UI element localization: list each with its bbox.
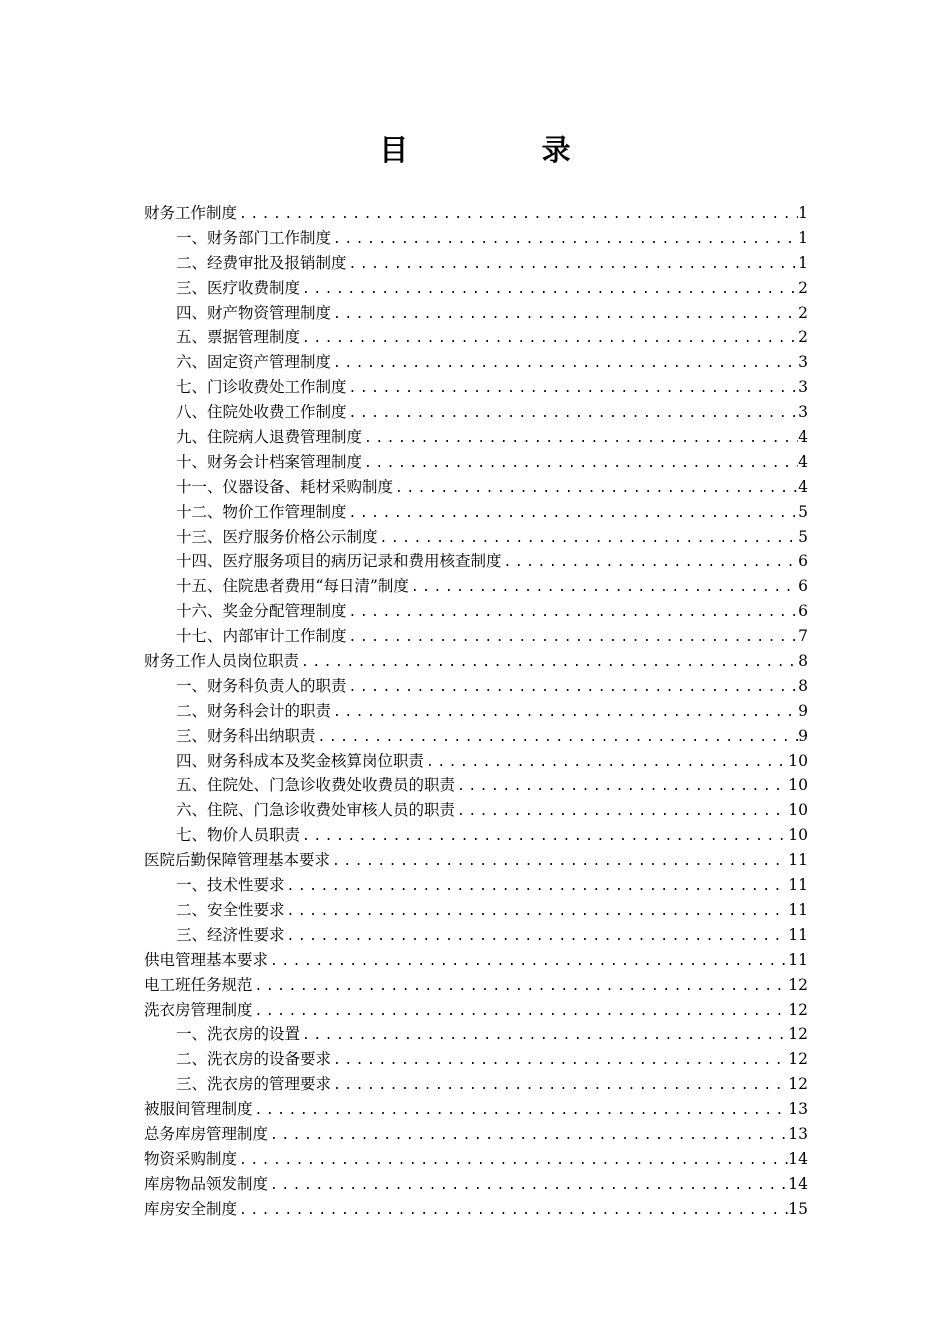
toc-subentry[interactable] bbox=[144, 724, 808, 749]
toc-subentry[interactable] bbox=[144, 375, 808, 400]
toc-page-number: 10 bbox=[788, 776, 808, 795]
toc-page-number: 1 bbox=[798, 253, 808, 272]
toc-subentry[interactable] bbox=[144, 674, 808, 699]
toc-page-number: 5 bbox=[798, 502, 808, 521]
toc-page-number: 6 bbox=[798, 577, 808, 596]
toc-entry[interactable] bbox=[144, 998, 808, 1023]
dot-leader bbox=[316, 726, 799, 749]
toc-entry[interactable] bbox=[144, 1122, 808, 1147]
dot-leader bbox=[378, 527, 799, 550]
toc-entry-label: 二、财务科会计的职责 bbox=[176, 701, 332, 720]
toc-entry-label: 二、经费审批及报销制度 bbox=[176, 253, 347, 272]
dot-leader bbox=[299, 651, 798, 674]
toc-entry[interactable] bbox=[144, 1197, 808, 1222]
toc-page-number: 11 bbox=[788, 925, 808, 944]
dot-leader bbox=[268, 1174, 788, 1197]
toc-subentry[interactable] bbox=[144, 226, 808, 251]
dot-leader bbox=[285, 925, 789, 948]
toc-subentry[interactable] bbox=[144, 425, 808, 450]
toc-subentry[interactable] bbox=[144, 773, 808, 798]
toc-subentry[interactable] bbox=[144, 350, 808, 375]
toc-subentry[interactable] bbox=[144, 923, 808, 948]
toc-entry-label: 十六、奖金分配管理制度 bbox=[176, 602, 347, 621]
toc-entry-label: 二、洗衣房的设备要求 bbox=[176, 1050, 332, 1069]
toc-entry-label: 财务工作制度 bbox=[144, 204, 238, 222]
toc-page-number: 10 bbox=[788, 801, 808, 820]
dot-leader bbox=[285, 875, 789, 898]
dot-leader bbox=[300, 327, 798, 350]
dot-leader bbox=[331, 1074, 788, 1097]
dot-leader bbox=[300, 1024, 788, 1047]
toc-entry-label: 被服间管理制度 bbox=[144, 1100, 253, 1119]
toc-entry-label: 十七、内部审计工作制度 bbox=[176, 627, 347, 646]
dot-leader bbox=[300, 825, 788, 848]
toc-entry[interactable] bbox=[144, 1147, 808, 1172]
toc-page-number: 1 bbox=[798, 204, 808, 222]
toc-page-number: 2 bbox=[798, 328, 808, 347]
toc-entry-label: 洗衣房管理制度 bbox=[144, 1000, 253, 1019]
toc-entry[interactable] bbox=[144, 649, 808, 674]
toc-entry[interactable] bbox=[144, 973, 808, 998]
toc-page-number: 2 bbox=[798, 303, 808, 322]
dot-leader bbox=[237, 1149, 788, 1172]
dot-leader bbox=[300, 278, 798, 301]
toc-entry-label: 十四、医疗服务项目的病历记录和费用核查制度 bbox=[176, 552, 502, 571]
dot-leader bbox=[347, 377, 799, 400]
toc-page-number: 8 bbox=[798, 652, 808, 671]
toc-subentry[interactable] bbox=[144, 599, 808, 624]
dot-leader bbox=[502, 551, 799, 574]
toc-subentry[interactable] bbox=[144, 500, 808, 525]
toc-page-number: 4 bbox=[798, 428, 808, 447]
toc-subentry[interactable] bbox=[144, 549, 808, 574]
toc-page-number: 14 bbox=[788, 1174, 808, 1193]
toc-page-number: 11 bbox=[788, 950, 808, 969]
toc-subentry[interactable] bbox=[144, 301, 808, 326]
toc-entry-label: 九、住院病人退费管理制度 bbox=[176, 428, 363, 447]
toc-entry-label: 六、住院、门急诊收费处审核人员的职责 bbox=[176, 801, 456, 820]
toc-entry-label: 二、安全性要求 bbox=[176, 900, 285, 919]
dot-leader bbox=[347, 402, 799, 425]
toc-entry-label: 十一、仪器设备、耗材采购制度 bbox=[176, 477, 394, 496]
dot-leader bbox=[362, 452, 798, 475]
toc-subentry[interactable] bbox=[144, 624, 808, 649]
toc-entry-label: 库房物品领发制度 bbox=[144, 1174, 269, 1193]
toc-subentry[interactable] bbox=[144, 450, 808, 475]
toc-entry-label: 五、票据管理制度 bbox=[176, 328, 301, 347]
toc-page-number: 1 bbox=[798, 228, 808, 247]
toc-entry-label: 财务工作人员岗位职责 bbox=[144, 652, 300, 671]
toc-entry[interactable] bbox=[144, 1097, 808, 1122]
toc-page-number: 12 bbox=[788, 975, 808, 994]
toc-subentry[interactable] bbox=[144, 325, 808, 350]
toc-entry-label: 四、财务科成本及奖金核算岗位职责 bbox=[176, 751, 425, 770]
toc-entry[interactable] bbox=[144, 848, 808, 873]
toc-page-number: 13 bbox=[788, 1100, 808, 1119]
toc-entry-label: 十三、医疗服务价格公示制度 bbox=[176, 527, 378, 546]
toc-entry-label: 一、财务部门工作制度 bbox=[176, 228, 332, 247]
toc-page-number: 5 bbox=[798, 527, 808, 546]
toc-page-number: 8 bbox=[798, 676, 808, 695]
toc-entry-label: 三、经济性要求 bbox=[176, 925, 285, 944]
toc-page-number: 14 bbox=[788, 1149, 808, 1168]
toc-page-number: 12 bbox=[788, 1000, 808, 1019]
toc-page-number: 10 bbox=[788, 826, 808, 845]
toc-subentry[interactable] bbox=[144, 898, 808, 923]
toc-entry[interactable] bbox=[144, 201, 808, 226]
dot-leader bbox=[253, 1099, 789, 1122]
toc-entry-label: 三、洗衣房的管理要求 bbox=[176, 1075, 332, 1094]
dot-leader bbox=[347, 626, 799, 649]
toc-entry-label: 一、财务科负责人的职责 bbox=[176, 676, 347, 695]
dot-leader bbox=[331, 228, 798, 251]
toc-page-number: 12 bbox=[788, 1075, 808, 1094]
dot-leader bbox=[331, 352, 798, 375]
dot-leader bbox=[424, 751, 788, 774]
dot-leader bbox=[268, 950, 788, 973]
toc-page-number: 4 bbox=[798, 452, 808, 471]
dot-leader bbox=[455, 775, 788, 798]
toc-subentry[interactable] bbox=[144, 276, 808, 301]
toc-entry-label: 五、住院处、门急诊收费处收费员的职责 bbox=[176, 776, 456, 795]
dot-leader bbox=[253, 975, 789, 998]
table-of-contents bbox=[144, 201, 808, 1222]
dot-leader bbox=[347, 502, 799, 525]
toc-subentry[interactable] bbox=[144, 749, 808, 774]
toc-entry-label: 电工班任务规范 bbox=[144, 975, 253, 994]
dot-leader bbox=[331, 1049, 788, 1072]
dot-leader bbox=[455, 800, 788, 823]
toc-subentry[interactable] bbox=[144, 525, 808, 550]
toc-entry-label: 十、财务会计档案管理制度 bbox=[176, 452, 363, 471]
toc-subentry[interactable] bbox=[144, 699, 808, 724]
toc-subentry[interactable] bbox=[144, 1047, 808, 1072]
dot-leader bbox=[347, 676, 799, 699]
toc-entry-label: 总务库房管理制度 bbox=[144, 1124, 269, 1143]
toc-page-number: 11 bbox=[788, 876, 808, 895]
toc-subentry[interactable] bbox=[144, 873, 808, 898]
toc-page-number: 13 bbox=[788, 1124, 808, 1143]
toc-page-number: 2 bbox=[798, 278, 808, 297]
toc-entry[interactable] bbox=[144, 948, 808, 973]
toc-subentry[interactable] bbox=[144, 823, 808, 848]
toc-subentry[interactable] bbox=[144, 1072, 808, 1097]
toc-page-number: 9 bbox=[798, 701, 808, 720]
dot-leader bbox=[237, 203, 798, 226]
toc-subentry[interactable] bbox=[144, 475, 808, 500]
toc-entry-label: 四、财产物资管理制度 bbox=[176, 303, 332, 322]
toc-page-number: 3 bbox=[798, 353, 808, 372]
toc-subentry[interactable] bbox=[144, 251, 808, 276]
dot-leader bbox=[330, 850, 788, 873]
toc-entry[interactable] bbox=[144, 1172, 808, 1197]
toc-page-number: 6 bbox=[798, 602, 808, 621]
toc-page-number: 7 bbox=[798, 627, 808, 646]
toc-entry-label: 三、医疗收费制度 bbox=[176, 278, 301, 297]
dot-leader bbox=[237, 1199, 788, 1222]
toc-entry-label: 七、物价人员职责 bbox=[176, 826, 301, 845]
toc-page-number: 12 bbox=[788, 1050, 808, 1069]
dot-leader bbox=[393, 477, 798, 500]
toc-page-number: 10 bbox=[788, 751, 808, 770]
toc-subentry[interactable] bbox=[144, 574, 808, 599]
toc-entry-label: 供电管理基本要求 bbox=[144, 950, 269, 969]
toc-entry-label: 七、门诊收费处工作制度 bbox=[176, 378, 347, 397]
toc-entry-label: 物资采购制度 bbox=[144, 1149, 238, 1168]
toc-page-number: 4 bbox=[798, 477, 808, 496]
toc-page-number: 12 bbox=[788, 1025, 808, 1044]
toc-page-number: 11 bbox=[788, 851, 808, 870]
toc-subentry[interactable] bbox=[144, 798, 808, 823]
toc-entry-label: 六、固定资产管理制度 bbox=[176, 353, 332, 372]
page-title: 目 录 bbox=[379, 133, 623, 167]
toc-page-number: 3 bbox=[798, 403, 808, 422]
toc-entry-label: 八、住院处收费工作制度 bbox=[176, 403, 347, 422]
dot-leader bbox=[347, 601, 799, 624]
dot-leader bbox=[268, 1124, 788, 1147]
toc-entry-label: 三、财务科出纳职责 bbox=[176, 726, 316, 745]
toc-page-number: 15 bbox=[788, 1199, 808, 1218]
toc-page-number: 3 bbox=[798, 378, 808, 397]
toc-entry-label: 一、洗衣房的设置 bbox=[176, 1025, 301, 1044]
toc-subentry[interactable] bbox=[144, 400, 808, 425]
toc-subentry[interactable] bbox=[144, 1022, 808, 1047]
dot-leader bbox=[409, 576, 798, 599]
toc-entry-label: 医院后勤保障管理基本要求 bbox=[144, 851, 331, 870]
toc-entry-label: 十二、物价工作管理制度 bbox=[176, 502, 347, 521]
dot-leader bbox=[331, 701, 798, 724]
dot-leader bbox=[253, 1000, 789, 1023]
toc-page-number: 6 bbox=[798, 552, 808, 571]
dot-leader bbox=[331, 303, 798, 326]
toc-entry-label: 十五、住院患者费用“每日清”制度 bbox=[176, 577, 409, 596]
dot-leader bbox=[285, 900, 789, 923]
toc-page-number: 11 bbox=[788, 900, 808, 919]
dot-leader bbox=[347, 253, 799, 276]
dot-leader bbox=[362, 427, 798, 450]
toc-entry-label: 一、技术性要求 bbox=[176, 876, 285, 895]
toc-entry-label: 库房安全制度 bbox=[144, 1199, 238, 1218]
toc-page-number: 9 bbox=[798, 726, 808, 745]
